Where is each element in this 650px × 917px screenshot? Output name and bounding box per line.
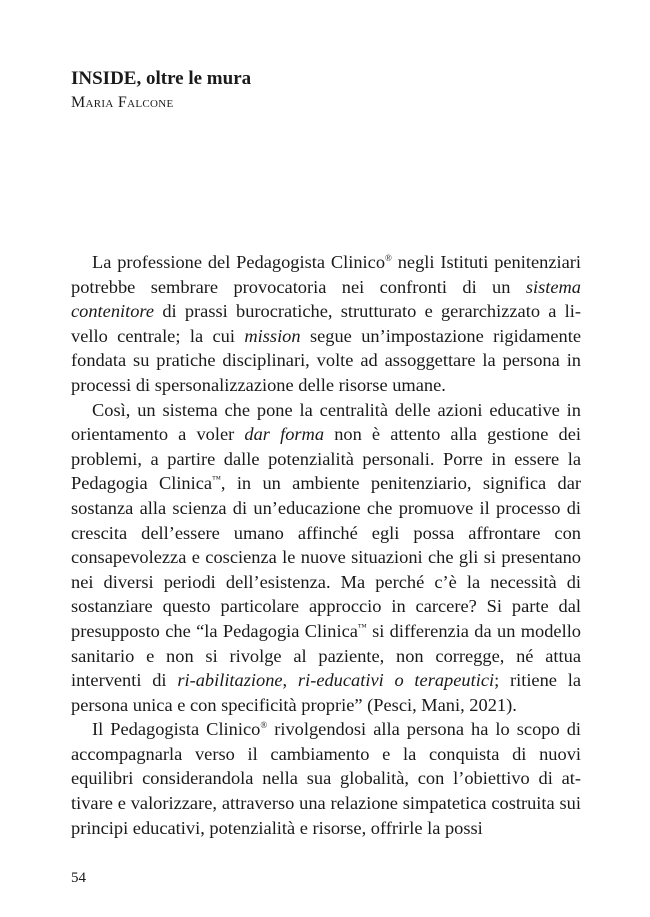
text-run: ; ritiene la persona unica e con specificità proprie” (Pesci, Mani, 2021). bbox=[71, 670, 581, 715]
page-number: 54 bbox=[71, 870, 86, 886]
italic-run: sistema contenitore bbox=[71, 276, 581, 322]
text-run: segue un’impostazione rigidamente fondata su pratiche disciplinari, volte ad assoggettare la persona in processi di spersonalizzazione delle risorse umane. bbox=[71, 325, 582, 395]
text-run: di prassi burocratiche, strutturato e gerarchizzato a livello centrale; la cui bbox=[71, 301, 581, 346]
paragraph bbox=[71, 250, 581, 398]
text-run: si differenzia da un modello sanitario e non si rivolge al paziente, non corregge, né attua interventi di bbox=[71, 620, 581, 691]
trademark-mark: ® bbox=[260, 720, 268, 731]
article-title: INSIDE, oltre le mura bbox=[71, 68, 252, 89]
text-run: non è attento alla gestione dei problemi, a partire dalle potenzialità personali. Porre in essere la Pedagogia Clinica bbox=[71, 424, 581, 494]
italic-run: ri-educativi o terapeutici bbox=[297, 670, 495, 691]
text-run: , in un ambiente penitenziario, significa dar sostanza alla scienza di un’educazione che promuove il processo di crescita dell’essere umano affinché egli possa affrontare con consapevolezza e coscienza le nuove situazioni che gli si presentano nei diversi periodi dell’esistenza. Ma perché c’è la necessità di sostanziare questo particolare approccio in carcere? Si parte dal presupposto che “la Pedagogia Clinica bbox=[71, 473, 581, 641]
text-run: rivolgendosi alla persona ha lo scopo di accompagnarla verso il cambiamento e la conquista di nuovi equilibri considerandola nella sua globalità, con l’obiettivo di attivare e valorizzare, attraverso una relazione simpatetica costruita sui principi educativi, potenzialità e risorse, offrirle la possi bbox=[71, 719, 581, 838]
paragraph bbox=[71, 398, 581, 718]
italic-run: mission bbox=[244, 325, 301, 346]
italic-run: dar forma bbox=[244, 424, 325, 445]
trademark-mark: ® bbox=[385, 253, 392, 263]
text-run: Così, un sistema che pone la centralità delle azioni educative in orientamento a voler bbox=[71, 399, 581, 445]
article-author: Maria Falcone bbox=[71, 94, 174, 111]
trademark-mark: ™ bbox=[212, 474, 221, 485]
italic-run: ri-abilitazione bbox=[177, 670, 283, 691]
article-body bbox=[71, 250, 581, 840]
text-run: La professione del Pedagogista Clinico bbox=[92, 252, 386, 272]
text-run: , bbox=[282, 670, 298, 691]
text-run: Il Pedagogista Clinico bbox=[92, 719, 261, 740]
paragraph bbox=[71, 717, 581, 840]
trademark-mark: ™ bbox=[357, 621, 367, 632]
text-run: negli Istituti penitenziari potrebbe sembrare provocatoria nei confronti di un bbox=[71, 252, 581, 297]
